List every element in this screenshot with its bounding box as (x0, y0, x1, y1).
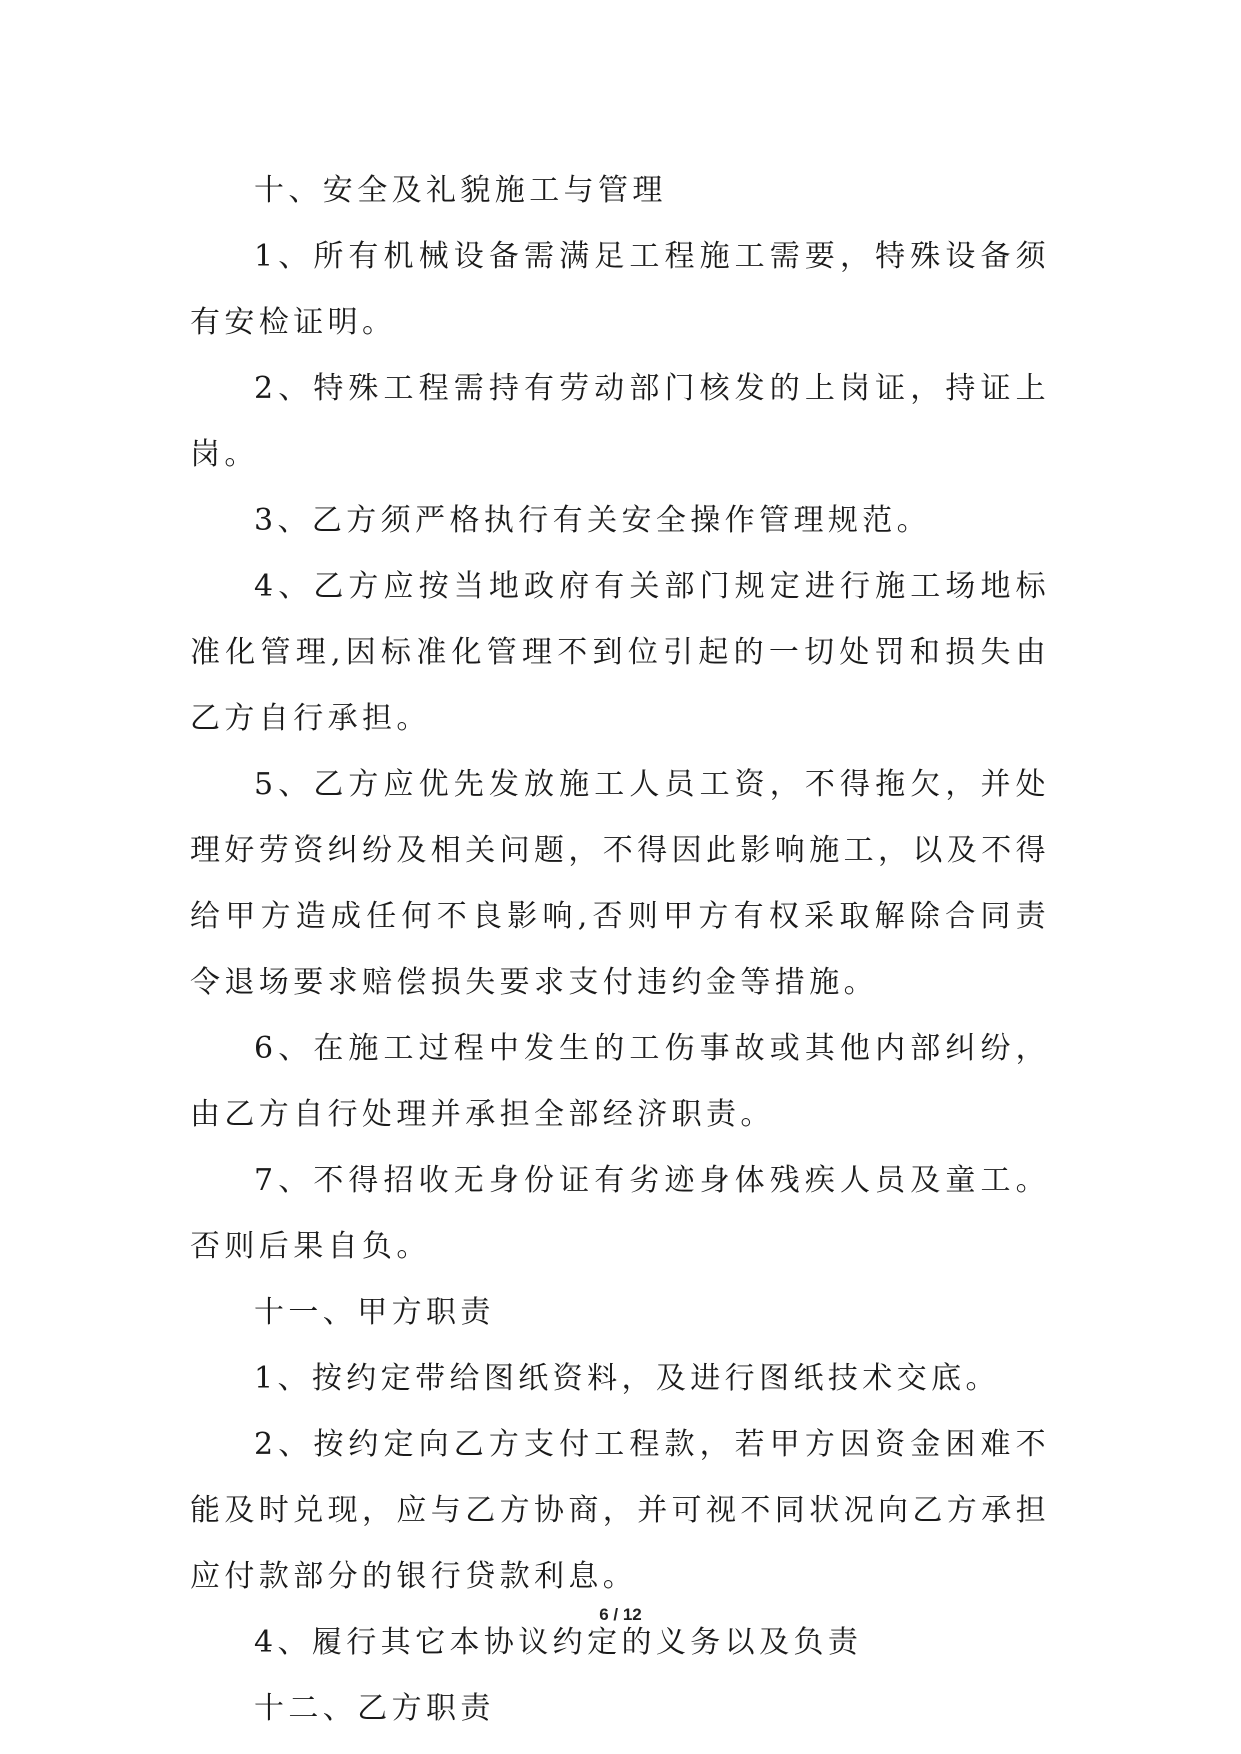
clause-11-1: 1、按约定带给图纸资料，及进行图纸技术交底。 (254, 1361, 1000, 1396)
section-heading-11: 十一、甲方职责 (254, 1295, 495, 1330)
clause-10-1: 1、所有机械设备需满足工程施工需要，特殊设备须有安检证明。 (190, 239, 1050, 340)
document-body (190, 158, 1050, 1742)
section-heading-10: 十、安全及礼貌施工与管理 (254, 173, 667, 208)
clause-10-7: 7、不得招收无身份证有劣迹身体残疾人员及童工。否则后果自负。 (190, 1163, 1050, 1264)
clause-11-4: 4、履行其它本协议约定的义务以及负责 (254, 1625, 863, 1660)
page-number: 6 / 12 (599, 1605, 642, 1624)
clause-10-6: 6、在施工过程中发生的工伤事故或其他内部纠纷，由乙方自行处理并承担全部经济职责。 (190, 1031, 1050, 1132)
clause-10-2: 2、特殊工程需持有劳动部门核发的上岗证，持证上岗。 (190, 371, 1050, 472)
clause-10-3: 3、乙方须严格执行有关安全操作管理规范。 (254, 503, 932, 538)
section-heading-12: 十二、乙方职责 (254, 1691, 495, 1726)
clause-10-4: 4、乙方应按当地政府有关部门规定进行施工场地标准化管理,因标准化管理不到位引起的一切处罚和损失由乙方自行承担。 (190, 569, 1050, 736)
clause-11-2: 2、按约定向乙方支付工程款，若甲方因资金困难不能及时兑现，应与乙方协商，并可视不同状况向乙方承担应付款部分的银行贷款利息。 (190, 1427, 1050, 1594)
clause-10-5: 5、乙方应优先发放施工人员工资，不得拖欠，并处理好劳资纠纷及相关问题，不得因此影响施工，以及不得给甲方造成任何不良影响,否则甲方有权采取解除合同责令退场要求赔偿损失要求支付违约金等措施。 (190, 767, 1050, 1000)
